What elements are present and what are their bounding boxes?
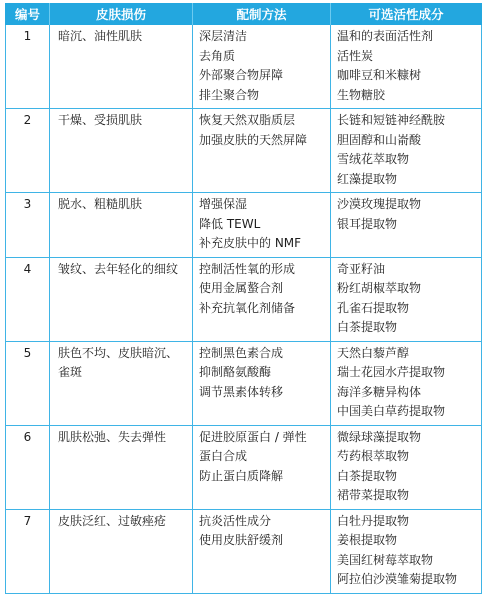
method-line: 促进胶原蛋白 / 弹性: [199, 429, 307, 444]
symptom-cell: [50, 193, 193, 258]
method-line: 使用金属螯合剂: [199, 281, 284, 295]
symptom-cell: [50, 109, 193, 193]
ingredient-line: 天然白藜芦醇: [337, 345, 410, 360]
header-active-ingredients: 可选活性成分: [331, 3, 482, 25]
ingredient-line: 粉红胡椒萃取物: [337, 281, 422, 295]
table-row: [6, 257, 482, 341]
method-line: 外部聚合物屏障: [199, 68, 284, 82]
ingredients-cell: [331, 425, 482, 509]
method-cell: [193, 109, 331, 193]
ingredient-line: 咖啡豆和米糠树: [337, 68, 422, 82]
ingredient-line: 白茶提取物: [337, 320, 398, 334]
symptom-line: 雀斑: [58, 365, 83, 379]
ingredients-cell: [331, 341, 482, 425]
ingredient-line: 活性炭: [337, 48, 374, 63]
ingredients-cell: [331, 509, 482, 593]
ingredient-line: 海洋多糖异构体: [337, 384, 422, 399]
method-line: 排尘聚合物: [199, 87, 260, 102]
method-line: 降低 TEWL: [199, 216, 261, 231]
method-line: 去角质: [199, 48, 236, 63]
ingredient-line: 白茶提取物: [337, 468, 398, 483]
ingredient-line: 美国红树莓萃取物: [337, 552, 434, 567]
symptom-line: 肤色不均、皮肤暗沉、: [58, 345, 179, 360]
method-cell: [193, 257, 331, 341]
method-line: 调节黑素体转移: [199, 384, 284, 399]
row-number: 6: [6, 425, 50, 509]
ingredients-cell: [331, 25, 482, 109]
ingredients-cell: [331, 109, 482, 193]
symptom-line: 肌肤松弛、失去弹性: [58, 429, 167, 444]
symptom-cell: [50, 425, 193, 509]
ingredient-line: 红藻提取物: [337, 171, 398, 186]
header-row: [6, 3, 482, 25]
table-row: [6, 109, 482, 193]
ingredient-line: 奇亚籽油: [337, 261, 386, 276]
skin-damage-table: [5, 3, 482, 594]
symptom-line: 干燥、受损肌肤: [58, 113, 143, 127]
row-number: 1: [6, 25, 50, 109]
symptom-cell: [50, 509, 193, 593]
ingredient-line: 微绿球藻提取物: [337, 429, 422, 444]
ingredient-line: 裙带菜提取物: [337, 488, 410, 502]
ingredient-line: 芍药根萃取物: [337, 449, 410, 463]
symptom-cell: [50, 341, 193, 425]
method-line: 抗炎活性成分: [199, 513, 272, 528]
method-cell: [193, 25, 331, 109]
method-line: 补充抗氧化剂储备: [199, 300, 296, 315]
header-formulation-method: 配制方法: [193, 3, 331, 25]
method-line: 控制活性氧的形成: [199, 261, 296, 276]
row-number: 2: [6, 109, 50, 193]
row-number: 4: [6, 257, 50, 341]
ingredient-line: 姜根提取物: [337, 533, 398, 547]
ingredient-line: 中国美白草药提取物: [337, 404, 446, 418]
header-skin-damage: 皮肤损伤: [50, 3, 193, 25]
method-cell: [193, 509, 331, 593]
header-number: 编号: [6, 3, 50, 25]
symptom-line: 皱纹、去年轻化的细纹: [58, 261, 179, 276]
symptom-cell: [50, 25, 193, 109]
symptom-line: 脱水、粗糙肌肤: [58, 197, 143, 211]
method-line: 使用皮肤舒缓剂: [199, 533, 284, 547]
ingredient-line: 沙漠玫瑰提取物: [337, 197, 422, 211]
symptom-cell: [50, 257, 193, 341]
table-body: [6, 25, 482, 593]
method-line: 深层清洁: [199, 29, 248, 43]
method-line: 控制黑色素合成: [199, 345, 284, 360]
table-row: [6, 425, 482, 509]
row-number: 3: [6, 193, 50, 258]
ingredient-line: 孔雀石提取物: [337, 300, 410, 315]
method-line: 加强皮肤的天然屏障: [199, 132, 308, 147]
ingredient-line: 阿拉伯沙漠雏菊提取物: [337, 572, 458, 586]
ingredient-line: 长链和短链神经酰胺: [337, 113, 446, 127]
method-line: 抑制酪氨酸酶: [199, 365, 272, 379]
method-line: 恢复天然双脂质层: [199, 113, 296, 127]
method-cell: [193, 341, 331, 425]
ingredient-line: 瑞士花园水芹提取物: [337, 365, 446, 379]
ingredient-line: 胆固醇和山嵛酸: [337, 132, 422, 147]
row-number: 7: [6, 509, 50, 593]
ingredient-line: 银耳提取物: [337, 216, 398, 231]
table-header: [6, 3, 482, 25]
table-row: [6, 193, 482, 258]
row-number: 5: [6, 341, 50, 425]
method-line: 蛋白合成: [199, 449, 248, 463]
symptom-line: 暗沉、油性肌肤: [58, 29, 143, 43]
method-line: 防止蛋白质降解: [199, 468, 284, 483]
ingredients-cell: [331, 193, 482, 258]
symptom-line: 皮肤泛红、过敏痤疮: [58, 513, 167, 528]
ingredients-cell: [331, 257, 482, 341]
table-row: [6, 25, 482, 109]
table-row: [6, 341, 482, 425]
ingredient-line: 生物糖胶: [337, 87, 386, 102]
method-line: 增强保湿: [199, 197, 248, 211]
ingredient-line: 温和的表面活性剂: [337, 29, 434, 43]
table-row: [6, 509, 482, 593]
method-line: 补充皮肤中的 NMF: [199, 236, 302, 250]
method-cell: [193, 425, 331, 509]
method-cell: [193, 193, 331, 258]
ingredient-line: 雪绒花萃取物: [337, 152, 410, 166]
ingredient-line: 白牡丹提取物: [337, 513, 410, 528]
